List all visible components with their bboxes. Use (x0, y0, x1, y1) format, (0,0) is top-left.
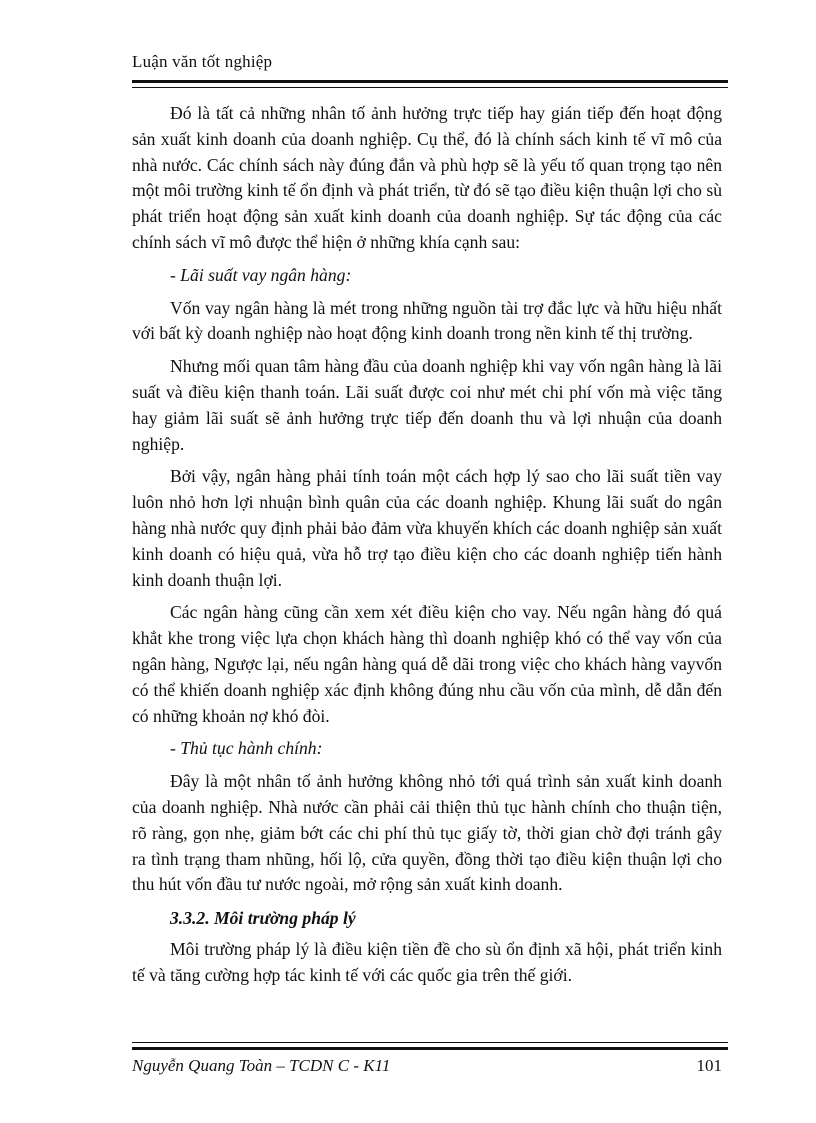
paragraph: Đó là tất cả những nhân tố ảnh hưởng trực tiếp hay gián tiếp đến hoạt động sản xuất kinh doanh của doanh nghiệp. Cụ thể, đó là chính sách kinh tế vĩ mô của nhà nước. Các chính sách này đúng đắn và phù hợp sẽ là yếu tố quan trọng tạo nên một môi trường kinh tế ổn định và phát triển, từ đó sẽ tạo điều kiện thuận lợi cho sù phát triển hoạt động sản xuất kinh doanh của doanh nghiệp. Sự tác động của các chính sách vĩ mô được thể hiện ở những khía cạnh sau: (132, 103, 722, 252)
list-item-heading: - Thủ tục hành chính: (170, 738, 323, 759)
document-body (132, 101, 722, 996)
footer-row (132, 1056, 728, 1076)
page-footer (132, 1042, 728, 1076)
header-rule (132, 80, 728, 88)
paragraph: Các ngân hàng cũng cần xem xét điều kiện cho vay. Nếu ngân hàng đó quá khắt khe trong việc lựa chọn khách hàng thì doanh nghiệp khó có thể vay vốn của ngân hàng, Ngược lại, nếu ngân hàng quá dễ dãi trong việc cho khách hàng vayvốn có thể khiến doanh nghiệp xác định không đúng nhu cầu vốn của mình, dễ dẫn đến có những khoản nợ khó đòi. (132, 602, 722, 726)
header-title: Luận văn tốt nghiệp (132, 52, 273, 71)
section-heading: 3.3.2. Môi trường pháp lý (170, 908, 356, 929)
footer-rule (132, 1042, 728, 1050)
page-number: 101 (696, 1056, 722, 1075)
page-header (132, 52, 728, 88)
list-item-heading: - Lãi suất vay ngân hàng: (170, 264, 352, 285)
paragraph: Môi trường pháp lý là điều kiện tiền đề cho sù ổn định xã hội, phát triển kinh tế và tăng cường hợp tác kinh tế với các quốc gia trên thế giới. (132, 939, 722, 985)
footer-author: Nguyễn Quang Toàn – TCDN C - K11 (132, 1056, 391, 1075)
paragraph: Bởi vậy, ngân hàng phải tính toán một cách hợp lý sao cho lãi suất tiền vay luôn nhỏ hơn lợi nhuận bình quân của các doanh nghiệp. Khung lãi suất do ngân hàng nhà nước quy định phải bảo đảm vừa khuyến khích các doanh nghiệp sản xuất kinh doanh có hiệu quả, vừa hỗ trợ tạo điều kiện cho các doanh nghiệp tiến hành kinh doanh thuận lợi. (132, 466, 722, 590)
paragraph: Nhưng mối quan tâm hàng đầu của doanh nghiệp khi vay vốn ngân hàng là lãi suất và điều kiện thanh toán. Lãi suất được coi như mét chi phí vốn mà việc tăng hay giảm lãi suất sẽ ảnh hưởng trực tiếp đến doanh thu và lợi nhuận của doanh nghiệp. (132, 356, 722, 454)
paragraph: Vốn vay ngân hàng là mét trong những nguồn tài trợ đắc lực và hữu hiệu nhất với bất kỳ doanh nghiệp nào hoạt động kinh doanh trong nền kinh tế thị trường. (132, 297, 722, 344)
paragraph: Đây là một nhân tố ảnh hưởng không nhỏ tới quá trình sản xuất kinh doanh của doanh nghiệp. Nhà nước cần phải cải thiện thủ tục hành chính cho thuận tiện, rõ ràng, gọn nhẹ, giảm bớt các chi phí thủ tục giấy tờ, thời gian chờ đợi tránh gây ra tình trạng tham nhũng, hối lộ, cửa quyền, đồng thời tạo điều kiện thuận lợi cho thu hút vốn đầu tư nước ngoài, mở rộng sản xuất kinh doanh. (132, 771, 722, 895)
